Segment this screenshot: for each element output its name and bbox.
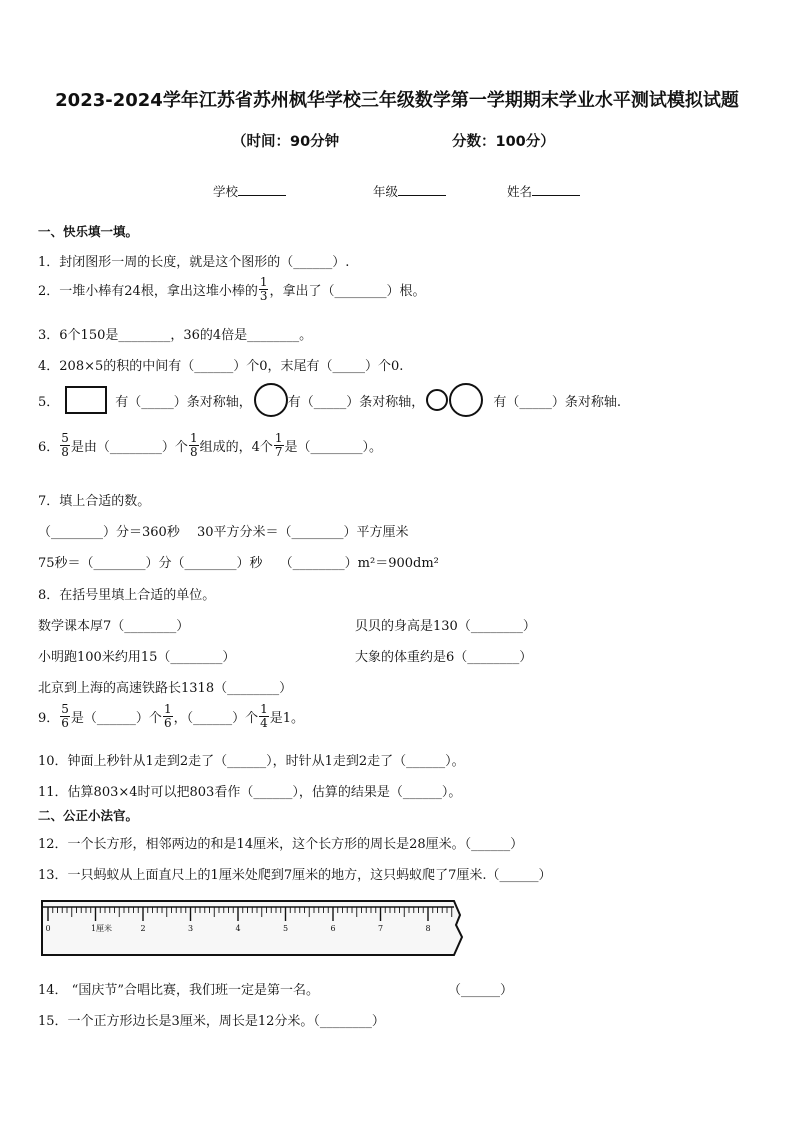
fraction-denominator: 6 bbox=[163, 716, 172, 730]
question-10: 10．钟面上秒针从1走到2走了（______），时针从1走到2走了（______）。 bbox=[38, 754, 465, 769]
question-8-item-a: 数学课本厚7（________） bbox=[38, 619, 190, 634]
rectangle-shape bbox=[65, 386, 107, 414]
question-2 bbox=[38, 276, 425, 303]
small-circle-shape bbox=[426, 389, 448, 411]
question-14-answer-blank: （______） bbox=[448, 983, 514, 998]
fraction-one-eighth bbox=[189, 432, 199, 459]
fraction-denominator: 3 bbox=[259, 289, 268, 303]
section-heading-2: 二、公正小法官。 bbox=[38, 808, 139, 823]
question-9-number: 9． bbox=[38, 711, 60, 726]
school-label: 学校 bbox=[213, 184, 239, 199]
school-blank bbox=[238, 182, 286, 196]
fraction-one-seventh bbox=[274, 432, 284, 459]
question-2-text-a: 2．一堆小棒有24根，拿出这堆小棒的 bbox=[38, 284, 258, 299]
grade-label: 年级 bbox=[373, 184, 399, 199]
name-field bbox=[507, 182, 580, 200]
question-9 bbox=[38, 703, 304, 730]
fraction-numerator: 1 bbox=[274, 431, 283, 445]
question-6-text-b: 组成的，4个 bbox=[199, 440, 273, 455]
question-8-item-d: 大象的体重约是6（________） bbox=[355, 650, 533, 665]
fraction-denominator: 4 bbox=[260, 716, 268, 730]
name-blank bbox=[532, 182, 580, 196]
question-8-item-c: 小明跑100米约用15（________） bbox=[38, 650, 236, 665]
question-1: 1．封闭图形一周的长度，就是这个图形的（______）. bbox=[38, 255, 350, 270]
section-heading-1: 一、快乐填一填。 bbox=[38, 224, 139, 239]
ruler-label: 8 bbox=[425, 924, 431, 933]
school-field bbox=[213, 182, 286, 200]
ruler-label: 0 bbox=[45, 924, 51, 933]
fraction-denominator: 7 bbox=[274, 445, 283, 459]
question-7-line-2: 75秒＝（________）分（________）秒 （________）m²＝900dm² bbox=[38, 556, 439, 571]
fraction-five-eighths bbox=[60, 432, 70, 459]
question-2-text-b: ，拿出了（________）根。 bbox=[269, 284, 426, 299]
ruler-label: 5 bbox=[282, 924, 289, 933]
question-11: 11．估算803×4时可以把803看作（______），估算的结果是（______）。 bbox=[38, 785, 462, 800]
fraction-numerator: 1 bbox=[189, 431, 198, 445]
question-12: 12．一个长方形，相邻两边的和是14厘米，这个长方形的周长是28厘米。（______） bbox=[38, 837, 524, 852]
fraction-numerator: 1 bbox=[259, 275, 268, 289]
question-8-item-e: 北京到上海的高速铁路长1318（________） bbox=[38, 681, 293, 696]
question-6 bbox=[38, 432, 382, 459]
fraction-denominator: 8 bbox=[61, 445, 69, 459]
ruler-label: 3 bbox=[187, 924, 194, 933]
ruler-label: 7 bbox=[377, 924, 384, 933]
grade-field bbox=[373, 182, 446, 200]
ruler-illustration bbox=[40, 897, 472, 959]
exam-title: 2023-2024学年江苏省苏州枫华学校三年级数学第一学期期末学业水平测试模拟试题 bbox=[55, 90, 739, 111]
question-5-number: 5． bbox=[38, 394, 60, 410]
question-4: 4．208×5的积的中间有（______）个0，末尾有（_____）个0. bbox=[38, 359, 404, 374]
question-9-text-a: 是（______）个 bbox=[70, 711, 162, 726]
fraction-numerator: 5 bbox=[61, 431, 69, 445]
fraction-denominator: 6 bbox=[61, 716, 69, 730]
circle-shape bbox=[254, 383, 288, 417]
ruler-label: 2 bbox=[140, 924, 146, 933]
question-8-item-b: 贝贝的身高是130（________） bbox=[355, 619, 536, 634]
question-13: 13．一只蚂蚁从上面直尺上的1厘米处爬到7厘米的地方，这只蚂蚁爬了7厘米.（______） bbox=[38, 868, 552, 883]
exam-score: 分数：100分） bbox=[452, 134, 555, 150]
question-6-text-a: 是由（________）个 bbox=[70, 440, 188, 455]
fraction-one-fourth bbox=[259, 703, 269, 730]
question-6-number: 6． bbox=[38, 440, 60, 455]
question-5-text-c: 有（_____）条对称轴. bbox=[493, 394, 621, 410]
exam-time: （时间：90分钟 bbox=[232, 134, 340, 150]
question-5-text-a: 有（_____）条对称轴， bbox=[115, 394, 252, 410]
name-label: 姓名 bbox=[507, 184, 533, 199]
fraction-numerator: 1 bbox=[163, 702, 172, 716]
fraction-one-sixth bbox=[163, 703, 173, 730]
question-7-line-1: （________）分＝360秒 30平方分米＝（________）平方厘米 bbox=[38, 525, 409, 540]
fraction-denominator: 8 bbox=[189, 445, 198, 459]
ruler-label: 4 bbox=[235, 924, 241, 933]
question-5-text-b: 有（_____）条对称轴， bbox=[287, 394, 425, 410]
question-15: 15．一个正方形边长是3厘米，周长是12分米。（________） bbox=[38, 1014, 385, 1029]
question-14: 14． “国庆节”合唱比赛，我们班一定是第一名。 bbox=[38, 983, 319, 998]
fraction-one-third bbox=[259, 276, 269, 303]
ruler-label: 6 bbox=[330, 924, 336, 933]
grade-blank bbox=[398, 182, 446, 196]
fraction-numerator: 1 bbox=[260, 702, 268, 716]
question-5 bbox=[38, 383, 621, 417]
fraction-five-sixths bbox=[60, 703, 70, 730]
fraction-numerator: 5 bbox=[61, 702, 69, 716]
question-9-text-c: 是1。 bbox=[269, 711, 305, 726]
ruler-label: 1厘米 bbox=[90, 924, 113, 933]
question-6-text-c: 是（________）。 bbox=[284, 440, 383, 455]
question-3: 3．6个150是________，36的4倍是________。 bbox=[38, 328, 313, 343]
question-9-text-b: ，（______）个 bbox=[173, 711, 259, 726]
large-circle-shape bbox=[449, 383, 483, 417]
question-7: 7．填上合适的数。 bbox=[38, 494, 151, 509]
question-8: 8．在括号里填上合适的单位。 bbox=[38, 588, 216, 603]
